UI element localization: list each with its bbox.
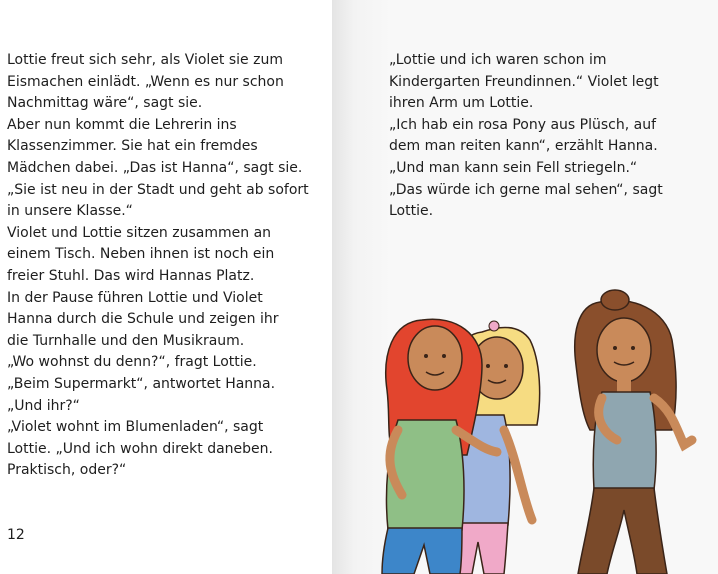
text-line: Praktisch, oder?“: [7, 462, 127, 479]
text-line: „Und ihr?“: [7, 397, 80, 414]
left-page: [0, 0, 332, 574]
text-line: Kindergarten Freundinnen.“ Violet legt: [389, 73, 659, 90]
text-line: „Sie ist neu in der Stadt und geht ab sofort: [7, 181, 309, 198]
text-line: Violet und Lottie sitzen zusammen an: [7, 224, 272, 241]
text-line: Hanna durch die Schule und zeigen ihr: [7, 311, 279, 328]
text-line: „Violet wohnt im Blumenladen“, sagt: [7, 419, 264, 436]
text-line: Mädchen dabei. „Das ist Hanna“, sagt sie.: [7, 159, 303, 176]
text-line: dem man reiten kann“, erzählt Hanna.: [389, 138, 658, 155]
text-line: „Und man kann sein Fell striegeln.“: [389, 159, 638, 176]
text-line: Eismachen einlädt. „Wenn es nur schon: [7, 73, 284, 90]
three-girls-illustration: [332, 280, 718, 574]
text-line: ihren Arm um Lottie.: [389, 95, 534, 112]
page-number: 12: [7, 527, 25, 543]
text-line: „Das würde ich gerne mal sehen“, sagt: [389, 181, 663, 198]
text-line: „Ich hab ein rosa Pony aus Plüsch, auf: [389, 116, 657, 133]
text-line: freier Stuhl. Das wird Hannas Platz.: [7, 267, 255, 284]
text-line: „Wo wohnst du denn?“, fragt Lottie.: [7, 354, 257, 371]
text-line: Lottie freut sich sehr, als Violet sie zum: [7, 52, 283, 68]
text-line: Aber nun kommt die Lehrerin ins: [7, 116, 237, 133]
text-line: Lottie.: [389, 203, 434, 220]
text-line: einem Tisch. Neben ihnen ist noch ein: [7, 246, 275, 263]
girl-brown-hair: [575, 290, 692, 574]
text-line: „Lottie und ich waren schon im: [389, 52, 607, 68]
text-line: Nachmittag wäre“, sagt sie.: [7, 95, 203, 112]
text-line: In der Pause führen Lottie und Violet: [7, 289, 263, 306]
text-line: „Beim Supermarkt“, antwortet Hanna.: [7, 375, 276, 392]
left-page-text: [7, 50, 327, 482]
text-line: in unsere Klasse.“: [7, 203, 133, 220]
right-page-text: [389, 50, 709, 223]
text-line: Lottie. „Und ich wohn direkt daneben.: [7, 440, 273, 457]
text-line: die Turnhalle und den Musikraum.: [7, 332, 245, 349]
text-line: Klassenzimmer. Sie hat ein fremdes: [7, 138, 258, 155]
